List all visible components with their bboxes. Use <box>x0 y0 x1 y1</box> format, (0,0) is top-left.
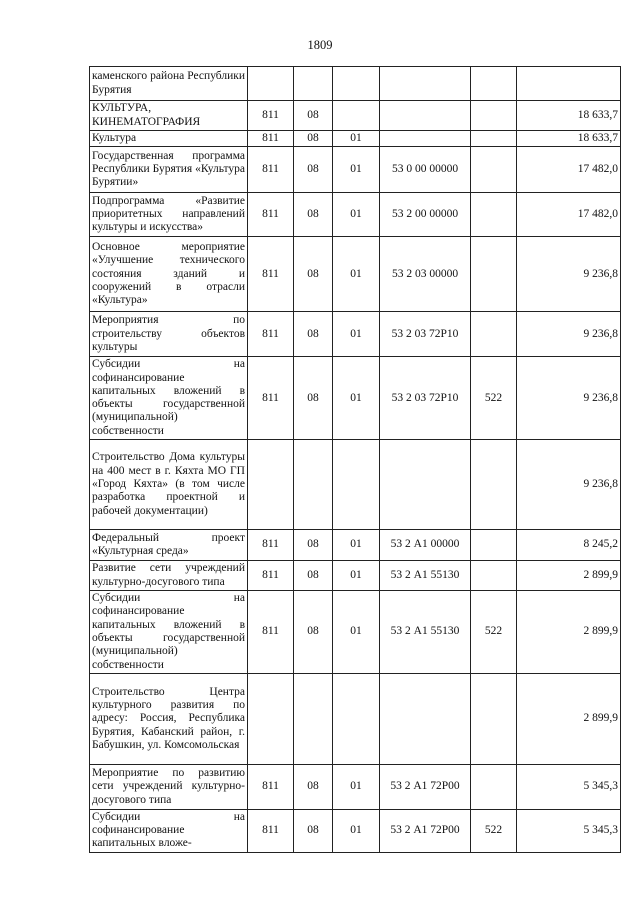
row-name-cell: каменского района Республики Бурятия <box>90 67 248 101</box>
row-name-cell: Субсидии на софинансирование капитальных вложений в объекты государственной (муниципальной) собственности <box>90 357 248 440</box>
table-row <box>90 561 621 591</box>
row-name-cell: Субсидии на софинансирование капитальных вложе- <box>90 809 248 852</box>
target-article-cell <box>380 131 471 147</box>
grbs-code-cell <box>248 673 294 764</box>
row-name-cell: Субсидии на софинансирование капитальных вложений в объекты государственной (муниципальной) собственности <box>90 591 248 674</box>
section-code-cell <box>294 67 333 101</box>
target-article-cell <box>380 673 471 764</box>
subsection-code-cell: 01 <box>333 312 380 357</box>
grbs-code-cell <box>248 67 294 101</box>
row-name-cell: Строительство Дома культуры на 400 мест в г. Кяхта МО ГП «Город Кяхта» (в том числе разработка проектной и рабочей документации) <box>90 440 248 530</box>
page-number: 1809 <box>307 38 333 52</box>
row-name-cell: Государственная программа Республики Бурятия «Культура Бурятии» <box>90 147 248 193</box>
expense-type-cell <box>471 764 517 809</box>
target-article-cell <box>380 101 471 131</box>
subsection-code-cell: 01 <box>333 357 380 440</box>
row-name-cell: КУЛЬТУРА, КИНЕМАТОГРАФИЯ <box>90 101 248 131</box>
amount-cell: 5 345,3 <box>517 764 621 809</box>
subsection-code-cell <box>333 673 380 764</box>
expense-type-cell <box>471 312 517 357</box>
section-code-cell: 08 <box>294 193 333 237</box>
subsection-code-cell: 01 <box>333 561 380 591</box>
grbs-code-cell: 811 <box>248 764 294 809</box>
section-code-cell: 08 <box>294 147 333 193</box>
subsection-code-cell <box>333 67 380 101</box>
amount-cell: 9 236,8 <box>517 312 621 357</box>
target-article-cell: 53 2 А1 72Р00 <box>380 809 471 852</box>
grbs-code-cell: 811 <box>248 101 294 131</box>
expense-type-cell <box>471 440 517 530</box>
amount-cell: 17 482,0 <box>517 193 621 237</box>
target-article-cell: 53 2 А1 55130 <box>380 561 471 591</box>
amount-cell: 8 245,2 <box>517 530 621 561</box>
amount-cell: 2 899,9 <box>517 673 621 764</box>
expense-type-cell: 522 <box>471 809 517 852</box>
target-article-cell: 53 2 А1 00000 <box>380 530 471 561</box>
grbs-code-cell: 811 <box>248 312 294 357</box>
amount-cell: 17 482,0 <box>517 147 621 193</box>
table-row <box>90 673 621 764</box>
amount-cell: 18 633,7 <box>517 101 621 131</box>
section-code-cell: 08 <box>294 312 333 357</box>
section-code-cell: 08 <box>294 101 333 131</box>
target-article-cell: 53 2 03 72Р10 <box>380 312 471 357</box>
subsection-code-cell <box>333 440 380 530</box>
row-name-cell: Мероприятия по строительству объектов культуры <box>90 312 248 357</box>
table-row <box>90 809 621 852</box>
table-row <box>90 530 621 561</box>
row-name-cell: Развитие сети учреждений культурно-досугового типа <box>90 561 248 591</box>
expense-type-cell <box>471 530 517 561</box>
table-row <box>90 67 621 101</box>
table-row <box>90 237 621 312</box>
target-article-cell: 53 2 А1 55130 <box>380 591 471 674</box>
expense-type-cell <box>471 193 517 237</box>
table-row <box>90 591 621 674</box>
amount-cell: 9 236,8 <box>517 357 621 440</box>
section-code-cell: 08 <box>294 809 333 852</box>
grbs-code-cell: 811 <box>248 561 294 591</box>
target-article-cell: 53 2 03 00000 <box>380 237 471 312</box>
subsection-code-cell: 01 <box>333 237 380 312</box>
amount-cell: 18 633,7 <box>517 131 621 147</box>
grbs-code-cell: 811 <box>248 530 294 561</box>
amount-cell <box>517 67 621 101</box>
amount-cell: 2 899,9 <box>517 561 621 591</box>
table-row <box>90 101 621 131</box>
grbs-code-cell: 811 <box>248 147 294 193</box>
expense-type-cell <box>471 67 517 101</box>
expense-type-cell: 522 <box>471 591 517 674</box>
expense-type-cell: 522 <box>471 357 517 440</box>
section-code-cell <box>294 673 333 764</box>
section-code-cell: 08 <box>294 591 333 674</box>
grbs-code-cell <box>248 440 294 530</box>
subsection-code-cell: 01 <box>333 147 380 193</box>
target-article-cell: 53 0 00 00000 <box>380 147 471 193</box>
amount-cell: 2 899,9 <box>517 591 621 674</box>
grbs-code-cell: 811 <box>248 131 294 147</box>
section-code-cell: 08 <box>294 561 333 591</box>
table-row <box>90 357 621 440</box>
row-name-cell: Культура <box>90 131 248 147</box>
subsection-code-cell: 01 <box>333 591 380 674</box>
section-code-cell: 08 <box>294 237 333 312</box>
budget-table <box>89 66 621 853</box>
expense-type-cell <box>471 131 517 147</box>
row-name-cell: Мероприятие по развитию сети учреждений культурно-досугового типа <box>90 764 248 809</box>
subsection-code-cell <box>333 101 380 131</box>
section-code-cell: 08 <box>294 357 333 440</box>
target-article-cell: 53 2 00 00000 <box>380 193 471 237</box>
subsection-code-cell: 01 <box>333 530 380 561</box>
amount-cell: 9 236,8 <box>517 440 621 530</box>
table-row <box>90 312 621 357</box>
table-row <box>90 440 621 530</box>
subsection-code-cell: 01 <box>333 193 380 237</box>
table-row <box>90 764 621 809</box>
subsection-code-cell: 01 <box>333 131 380 147</box>
expense-type-cell <box>471 561 517 591</box>
grbs-code-cell: 811 <box>248 237 294 312</box>
table-row <box>90 147 621 193</box>
row-name-cell: Строительство Центра культурного развития по адресу: Россия, Республика Бурятия, Кабанский район, г. Бабушкин, ул. Комсомольская <box>90 673 248 764</box>
expense-type-cell <box>471 237 517 312</box>
section-code-cell: 08 <box>294 764 333 809</box>
expense-type-cell <box>471 147 517 193</box>
section-code-cell: 08 <box>294 530 333 561</box>
grbs-code-cell: 811 <box>248 809 294 852</box>
amount-cell: 9 236,8 <box>517 237 621 312</box>
table-row <box>90 193 621 237</box>
section-code-cell: 08 <box>294 131 333 147</box>
row-name-cell: Федеральный проект «Культурная среда» <box>90 530 248 561</box>
target-article-cell: 53 2 А1 72Р00 <box>380 764 471 809</box>
expense-type-cell <box>471 101 517 131</box>
section-code-cell <box>294 440 333 530</box>
subsection-code-cell: 01 <box>333 809 380 852</box>
table-row <box>90 131 621 147</box>
target-article-cell <box>380 440 471 530</box>
row-name-cell: Подпрограмма «Развитие приоритетных направлений культуры и искусства» <box>90 193 248 237</box>
expense-type-cell <box>471 673 517 764</box>
row-name-cell: Основное мероприятие «Улучшение технического состояния зданий и сооружений в отрасли «Культура» <box>90 237 248 312</box>
target-article-cell <box>380 67 471 101</box>
grbs-code-cell: 811 <box>248 591 294 674</box>
grbs-code-cell: 811 <box>248 193 294 237</box>
subsection-code-cell: 01 <box>333 764 380 809</box>
grbs-code-cell: 811 <box>248 357 294 440</box>
target-article-cell: 53 2 03 72Р10 <box>380 357 471 440</box>
amount-cell: 5 345,3 <box>517 809 621 852</box>
